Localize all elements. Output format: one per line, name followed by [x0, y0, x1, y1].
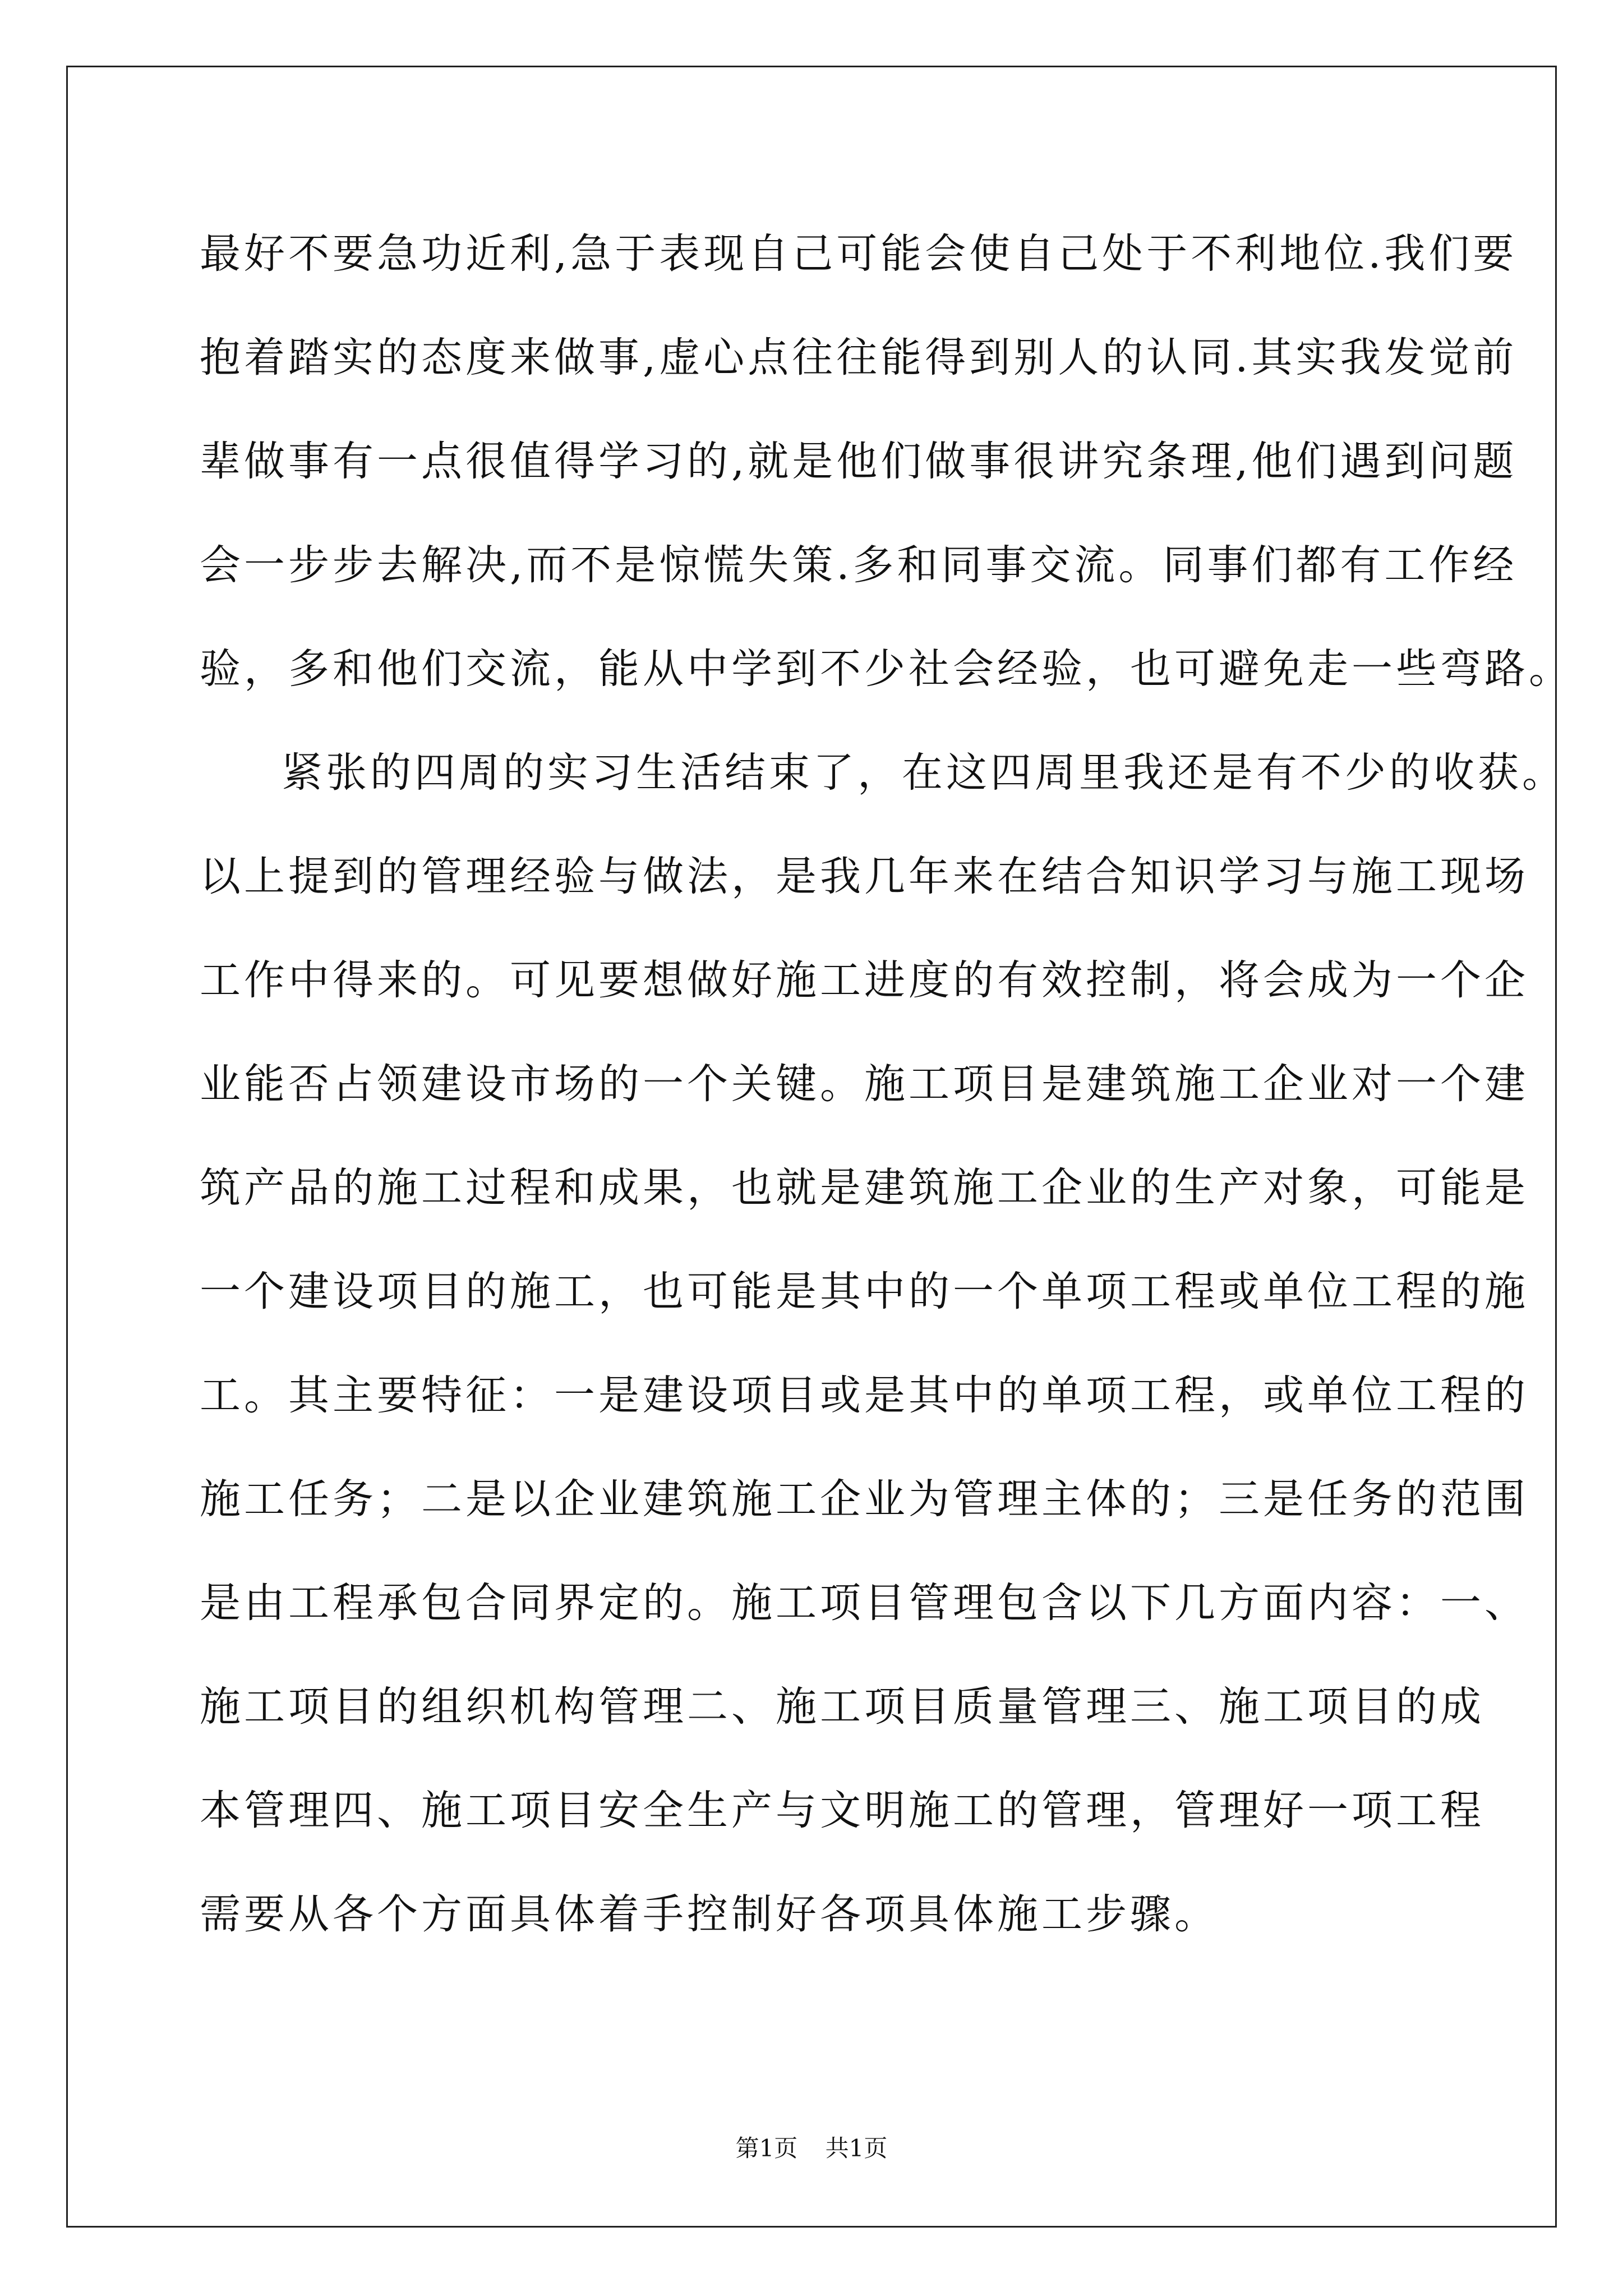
text-line: 辈做事有一点很值得学习的,就是他们做事很讲究条理,他们遇到问题 [200, 438, 1518, 485]
text-line: 本管理四、施工项目安全生产与文明施工的管理，管理好一项工程 [200, 1787, 1484, 1834]
text-line: 验，多和他们交流，能从中学到不少社会经验，也可避免走一些弯路。 [200, 645, 1573, 693]
text-line: 以上提到的管理经验与做法，是我几年来在结合知识学习与施工现场 [200, 853, 1529, 900]
page-number-total: 共1页 [825, 2134, 888, 2162]
text-line: 工作中得来的。可见要想做好施工进度的有效控制，将会成为一个企 [200, 956, 1529, 1004]
text-line: 一个建设项目的施工，也可能是其中的一个单项工程或单位工程的施 [200, 1268, 1529, 1315]
text-line: 施工任务；二是以企业建筑施工企业为管理主体的；三是任务的范围 [200, 1475, 1529, 1523]
text-line: 筑产品的施工过程和成果，也就是建筑施工企业的生产对象，可能是 [200, 1164, 1529, 1212]
text-line: 施工项目的组织机构管理二、施工项目质量管理三、施工项目的成 [200, 1683, 1484, 1731]
text-line: 会一步步去解决,而不是惊慌失策.多和同事交流。同事们都有工作经 [200, 541, 1518, 589]
text-line: 抱着踏实的态度来做事,虚心点往往能得到别人的认同.其实我发觉前 [200, 334, 1518, 381]
document-body [200, 202, 1573, 1966]
text-line: 是由工程承包合同界定的。施工项目管理包含以下几方面内容：一、 [200, 1579, 1529, 1627]
text-line: 需要从各个方面具体着手控制好各项具体施工步骤。 [200, 1890, 1219, 1938]
page-footer [0, 2132, 1623, 2165]
page-number-current: 第1页 [735, 2134, 798, 2162]
text-line: 工。其主要特征：一是建设项目或是其中的单项工程，或单位工程的 [200, 1372, 1529, 1419]
paragraph-start-line: 紧张的四周的实习生活结束了，在这四周里我还是有不少的收获。 [282, 749, 1566, 797]
text-line: 最好不要急功近利,急于表现自己可能会使自己处于不利地位.我们要 [200, 230, 1518, 278]
text-line: 业能否占领建设市场的一个关键。施工项目是建筑施工企业对一个建 [200, 1060, 1529, 1108]
